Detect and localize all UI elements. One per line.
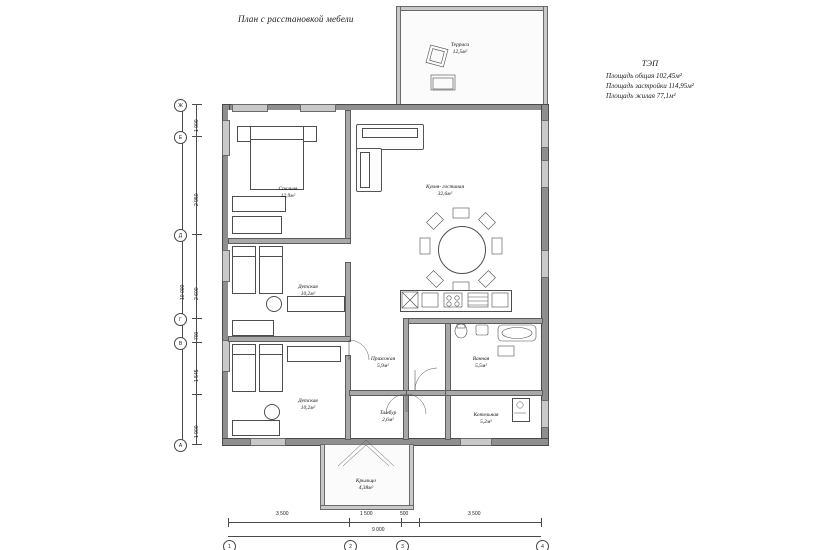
terrace-outline bbox=[396, 6, 548, 108]
window-left-3 bbox=[222, 340, 230, 372]
window-right-2 bbox=[541, 160, 549, 188]
room-area-kids-1: 10,2м² bbox=[300, 290, 316, 297]
terrace-wall-right bbox=[543, 6, 548, 108]
window-right-1 bbox=[541, 120, 549, 148]
dim-left-seg-2: 2 950 bbox=[194, 193, 200, 206]
nightstand-right bbox=[303, 126, 317, 142]
wall-internal-vertical-4 bbox=[445, 318, 451, 440]
axis-bubble-a: А bbox=[174, 439, 187, 452]
wall-internal-vertical-3 bbox=[345, 355, 351, 440]
dining-chairs-icon bbox=[420, 208, 504, 292]
door-bath-icon bbox=[415, 368, 437, 390]
room-label-porch bbox=[340, 478, 392, 492]
dim-tick-b2 bbox=[401, 518, 402, 527]
dim-bottom-seg-4: 3 500 bbox=[468, 511, 481, 517]
room-name-terrace: Терраса bbox=[450, 42, 470, 48]
room-area-bedroom: 12,9м² bbox=[280, 192, 296, 199]
bed-kids-2-pillow bbox=[232, 344, 256, 355]
wardrobe-kids-2 bbox=[232, 420, 280, 436]
dim-tick-b0 bbox=[228, 518, 229, 527]
dim-bottom-seg-3: 500 bbox=[400, 511, 409, 517]
dim-left-seg-1: 1 000 bbox=[194, 119, 200, 132]
bed-kids-1-pillow bbox=[232, 246, 256, 257]
room-label-kids-1 bbox=[280, 284, 336, 298]
window-left-2 bbox=[222, 250, 230, 282]
tep-line-building: Площадь застройки 114,95м² bbox=[606, 82, 694, 91]
bed-kids-1b-pillow bbox=[259, 246, 283, 257]
dim-tick-b3 bbox=[419, 518, 420, 527]
boiler-unit-icon bbox=[512, 398, 530, 420]
dim-bottom-total: 9 000 bbox=[372, 527, 385, 533]
room-area-kitchen: 32,6м² bbox=[437, 190, 453, 197]
tep-line-living: Площадь жилая 77,1м² bbox=[606, 92, 676, 101]
axis-bubble-g: Г bbox=[174, 313, 187, 326]
porch-wall-bottom bbox=[320, 505, 414, 510]
room-label-terrace bbox=[430, 42, 490, 56]
room-label-tambur bbox=[368, 410, 408, 424]
axis-bubble-d: Д bbox=[174, 229, 187, 242]
room-name-porch: Крыльцо bbox=[355, 478, 377, 484]
window-right-4 bbox=[541, 400, 549, 428]
axis-bubble-zh: Ж bbox=[174, 99, 187, 112]
desk-kids-2 bbox=[287, 346, 341, 362]
dim-chain-bottom-total-line bbox=[228, 536, 541, 537]
room-area-kids-2: 10,2м² bbox=[300, 404, 316, 411]
dim-tick-l3 bbox=[192, 318, 202, 319]
dim-tick-l6 bbox=[192, 444, 202, 445]
dim-bottom-seg-2: 1 500 bbox=[360, 511, 373, 517]
wardrobe-kids-1 bbox=[232, 320, 274, 336]
door-boiler-icon bbox=[408, 394, 428, 414]
chair-kids-1 bbox=[266, 296, 282, 312]
window-bottom-right bbox=[460, 438, 492, 446]
room-label-boiler bbox=[458, 412, 514, 426]
axis-bubble-v: В bbox=[174, 337, 187, 350]
wall-internal-horizontal-2 bbox=[228, 336, 351, 342]
room-name-tambur: Тамбур bbox=[379, 410, 397, 416]
dim-tick-l5 bbox=[192, 394, 202, 395]
terrace-sofa-icon bbox=[430, 74, 456, 92]
dim-tick-l0 bbox=[192, 104, 202, 105]
room-label-kids-2 bbox=[280, 398, 336, 412]
axis-bubble-e: Е bbox=[174, 131, 187, 144]
room-name-kids-2: Детская bbox=[298, 398, 318, 404]
dim-tick-l4 bbox=[192, 342, 202, 343]
dim-left-seg-5: 1 545 bbox=[194, 369, 200, 382]
dim-left-seg-3: 2 600 bbox=[194, 287, 200, 300]
porch-wall-left bbox=[320, 444, 325, 510]
room-area-terrace: 12,5м² bbox=[452, 48, 468, 55]
wall-internal-vertical-2 bbox=[345, 262, 351, 342]
dim-left-seg-6: 1 900 bbox=[194, 425, 200, 438]
wall-internal-horizontal-5 bbox=[445, 390, 543, 396]
bed-kids-2b-pillow bbox=[259, 344, 283, 355]
dim-chain-left-line bbox=[196, 104, 197, 444]
door-hall-1-icon bbox=[349, 340, 371, 362]
tep-heading: ТЭП bbox=[641, 58, 659, 68]
kitchen-appliances-icon bbox=[400, 290, 510, 310]
wall-internal-vertical-1 bbox=[345, 110, 351, 243]
room-name-kitchen: Кухня- гостиная bbox=[425, 184, 465, 190]
room-label-bath bbox=[456, 356, 506, 370]
window-top-mid bbox=[300, 104, 336, 112]
nightstand-left bbox=[237, 126, 251, 142]
room-name-bedroom: Спальня bbox=[278, 186, 298, 192]
dim-tick-l2 bbox=[192, 234, 202, 235]
dresser-bedroom bbox=[232, 216, 282, 234]
drawing-title: План с расстановкой мебели bbox=[238, 14, 354, 24]
window-bottom-left bbox=[250, 438, 286, 446]
window-left-1 bbox=[222, 120, 230, 156]
wall-internal-horizontal-1 bbox=[228, 238, 351, 244]
dim-chain-left-total-line bbox=[182, 104, 183, 444]
tep-block bbox=[606, 58, 694, 101]
dim-tick-b4 bbox=[541, 518, 542, 527]
window-right-3 bbox=[541, 250, 549, 278]
bed-master-pillows bbox=[250, 126, 304, 140]
room-name-hall: Прихожая bbox=[370, 356, 396, 362]
room-label-kitchen bbox=[410, 184, 480, 198]
desk-kids-1 bbox=[287, 296, 345, 312]
porch-wall-right bbox=[409, 444, 414, 510]
window-top-left bbox=[232, 104, 268, 112]
room-area-tambur: 2,6м² bbox=[382, 416, 394, 423]
axis-bubble-3: 3 bbox=[396, 540, 409, 550]
porch-steps-icon bbox=[338, 440, 398, 470]
dim-left-seg-4: 700 bbox=[194, 331, 200, 340]
axis-bubble-1: 1 bbox=[223, 540, 236, 550]
axis-bubble-2: 2 bbox=[344, 540, 357, 550]
room-area-porch: 4,38м² bbox=[358, 484, 374, 491]
room-area-bath: 5,5м² bbox=[475, 362, 487, 369]
axis-bubble-4: 4 bbox=[536, 540, 549, 550]
terrace-wall-left bbox=[396, 6, 401, 108]
room-name-bath: Ванная bbox=[472, 356, 490, 362]
room-area-boiler: 5,2м² bbox=[480, 418, 492, 425]
dim-chain-bottom-line bbox=[228, 522, 541, 523]
room-name-boiler: Котельная bbox=[473, 412, 499, 418]
dim-bottom-seg-1: 3 500 bbox=[276, 511, 289, 517]
terrace-wall-top bbox=[396, 6, 548, 11]
room-label-bedroom bbox=[258, 186, 318, 200]
dim-tick-b1 bbox=[349, 518, 350, 527]
dim-tick-l1 bbox=[192, 136, 202, 137]
sofa-cushion-side bbox=[360, 152, 370, 188]
chair-kids-2 bbox=[264, 404, 280, 420]
sofa-cushion-top bbox=[362, 128, 418, 138]
tep-line-total: Площадь общая 102,45м² bbox=[606, 72, 682, 80]
room-area-hall: 5,9м² bbox=[377, 362, 389, 369]
room-name-kids-1: Детская bbox=[298, 284, 318, 290]
dim-left-total: 10 000 bbox=[180, 284, 186, 300]
